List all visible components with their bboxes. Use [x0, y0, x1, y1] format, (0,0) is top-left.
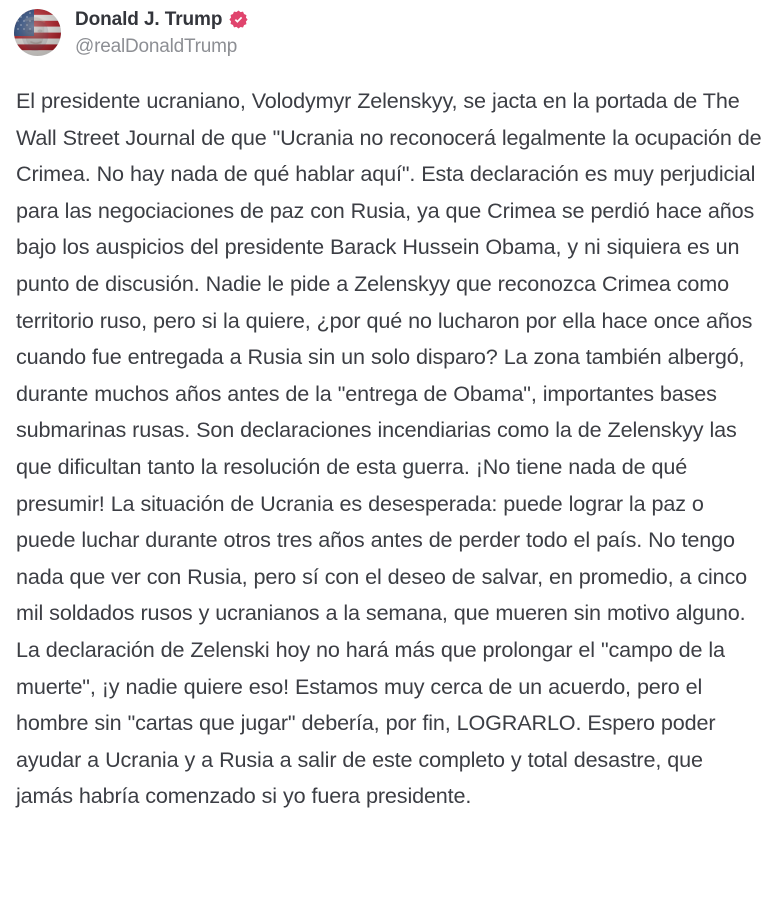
author-handle[interactable]: @realDonaldTrump: [75, 36, 238, 57]
american-flag-face-icon: [14, 9, 61, 56]
post-text: El presidente ucraniano, Volodymyr Zelenskyy, se jacta en la portada de The Wall Street Journal de que "Ucrania no reconocerá legalmente la ocupación de Crimea. No hay nada de qué hablar aquí". Esta declaración es muy perjudicial para las negociaciones de paz con Rusia, ya que Crimea se perdió hace años bajo los auspicios del presidente Barack Hussein Obama, y ni siquiera es un punto de discusión. Nadie le pide a Zelenskyy que reconozca Crimea como territorio ruso, pero si la quiere, ¿por qué no lucharon por ella hace once años cuando fue entregada a Rusia sin un solo disparo? La zona también albergó, durante muchos años antes de la "entrega de Obama", importantes bases submarinas rusas. Son declaraciones incendiarias como la de Zelenskyy las que dificultan tanto la resolución de esta guerra. ¡No tiene nada de qué presumir! La situación de Ucrania es desesperada: puede lograr la paz o puede luchar durante otros tres años antes de perder todo el país. No tengo nada que ver con Rusia, pero sí con el deseo de salvar, en promedio, a cinco mil soldados rusos y ucranianos a la semana, que mueren sin motivo alguno. La declaración de Zelenski hoy no hará más que prolongar el "campo de la muerte", ¡y nadie quiere eso! Estamos muy cerca de un acuerdo, pero el hombre sin "cartas que jugar" debería, por fin, LOGRARLO. Espero poder ayudar a Ucrania y a Rusia a salir de este completo y total desastre, que jamás habría comenzado si yo fuera presidente.: [16, 88, 768, 809]
verified-badge-icon: [229, 10, 248, 29]
post-body: [0, 83, 780, 815]
verified-check-icon: [229, 10, 248, 29]
author-name-row: [75, 10, 248, 29]
author-display-name[interactable]: Donald J. Trump: [75, 9, 223, 30]
avatar[interactable]: [14, 9, 61, 56]
author-identity: [75, 9, 248, 58]
post-header: [0, 0, 780, 62]
